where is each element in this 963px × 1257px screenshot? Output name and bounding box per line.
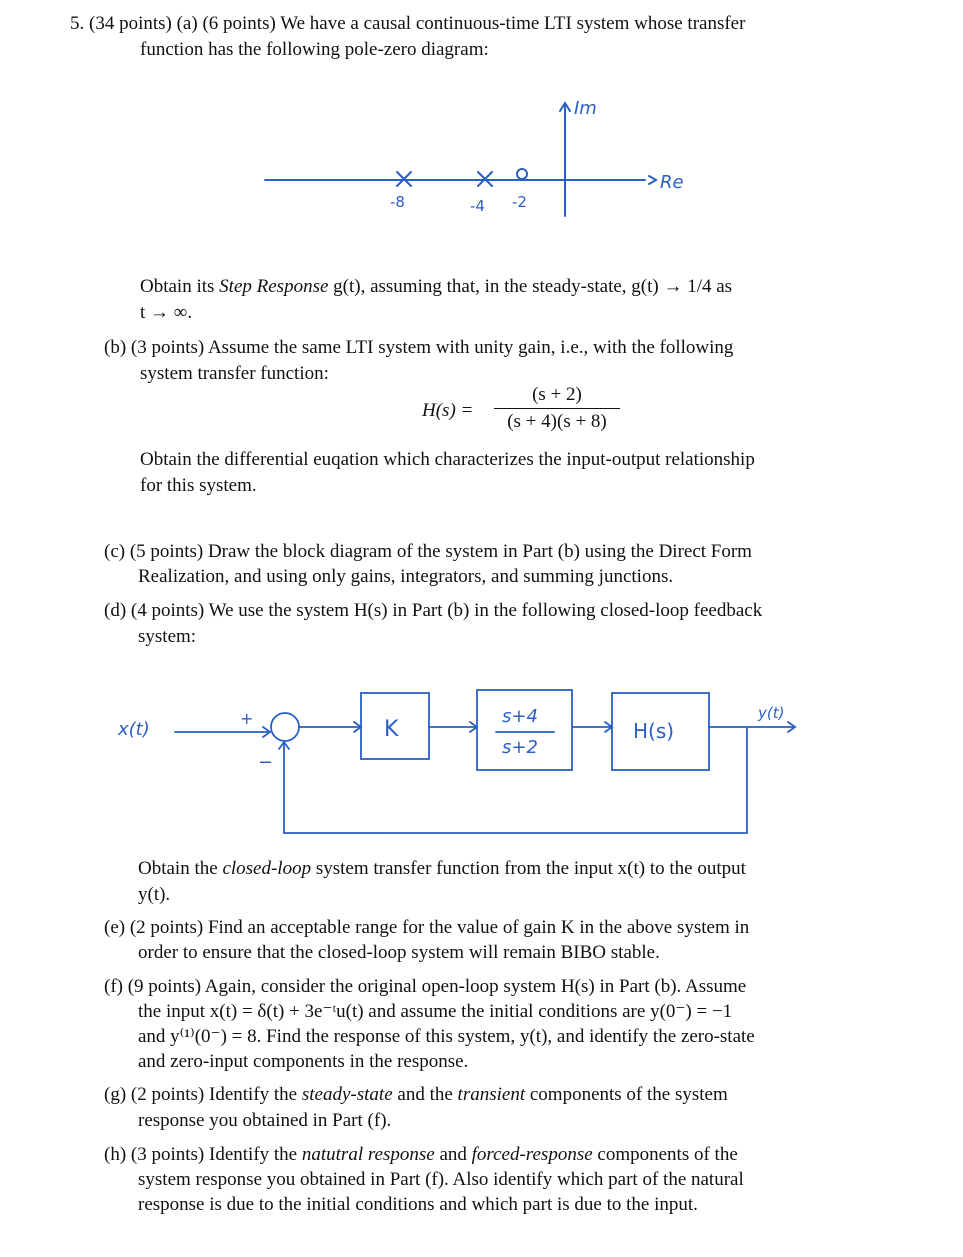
parte-line2: order to ensure that the closed-loop system will remain BIBO stable.	[138, 942, 660, 963]
parta-line1: Obtain its Step Response g(t), assuming that, in the steady-state, g(t) → 1/4 as	[140, 276, 733, 297]
partb-line3: Obtain the differential euqation which characterizes the input-output relationship	[140, 449, 755, 470]
block-diagram	[0, 680, 963, 840]
parth-line2: system response you obtained in Part (f). Also identify which part of the natural	[138, 1169, 744, 1190]
plant-label: H(s)	[633, 719, 675, 743]
question-header-line2: function has the following pole-zero diagram:	[140, 39, 489, 60]
partf-line4: and zero-input components in the response.	[138, 1051, 469, 1072]
partb-line4: for this system.	[140, 475, 257, 496]
input-label: x(t)	[118, 719, 150, 740]
partg-line2: response you obtained in Part (f).	[138, 1110, 392, 1131]
question-header-line1: 5. (34 points) (a) (6 points) We have a causal continuous-time LTI system whose transfer	[70, 13, 746, 34]
compensator-denominator: s+2	[502, 737, 538, 758]
plus-sign: +	[240, 709, 254, 728]
partd-line4: y(t).	[138, 884, 171, 905]
hs-lhs: H(s) =	[422, 400, 474, 421]
parth-line3: response is due to the initial conditions and which part is due to the input.	[138, 1194, 698, 1215]
compensator-block	[477, 690, 572, 770]
hs-denominator: (s + 4)(s + 8)	[507, 411, 607, 432]
partd-line1: (d) (4 points) We use the system H(s) in Part (b) in the following closed-loop feedback	[104, 600, 763, 621]
pole-label-p1: -8	[390, 193, 405, 211]
partf-line2: the input x(t) = δ(t) + 3e⁻ᵗu(t) and assume the initial conditions are y(0⁻) = −1	[138, 1001, 733, 1022]
partd-line2: system:	[138, 626, 197, 647]
summing-junction	[271, 713, 299, 741]
partd-line3: Obtain the closed-loop system transfer function from the input x(t) to the output	[138, 858, 746, 879]
zero-label-z1: -2	[512, 193, 527, 211]
zero-marker-z1	[517, 169, 527, 179]
partb-line2: system transfer function:	[140, 363, 329, 384]
hs-fraction	[492, 383, 622, 434]
parte-line1: (e) (2 points) Find an acceptable range for the value of gain K in the above system in	[104, 917, 750, 938]
partc-line2: Realization, and using only gains, integrators, and summing junctions.	[138, 566, 674, 587]
compensator-numerator: s+4	[502, 706, 538, 727]
output-label: y(t)	[758, 704, 785, 722]
re-label: Re	[660, 172, 684, 193]
partf-line1: (f) (9 points) Again, consider the original open-loop system H(s) in Part (b). Assume	[104, 976, 747, 997]
parta-line2: t → ∞.	[140, 302, 193, 323]
gain-label: K	[384, 717, 399, 742]
partc-line1: (c) (5 points) Draw the block diagram of the system in Part (b) using the Direct Form	[104, 541, 752, 562]
hs-numerator: (s + 2)	[532, 384, 582, 405]
partf-line3: and y⁽¹⁾(0⁻) = 8. Find the response of this system, y(t), and identify the zero-state	[138, 1026, 755, 1047]
minus-sign: −	[258, 752, 274, 773]
pole-label-p2: -4	[470, 197, 485, 215]
partg-line1: (g) (2 points) Identify the steady-state and the transient components of the system	[104, 1084, 728, 1105]
partb-line1: (b) (3 points) Assume the same LTI system with unity gain, i.e., with the following	[104, 337, 734, 358]
im-label: Im	[574, 98, 597, 119]
pole-zero-diagram	[0, 0, 963, 260]
parth-line1: (h) (3 points) Identify the natutral response and forced-response components of the	[104, 1144, 738, 1165]
